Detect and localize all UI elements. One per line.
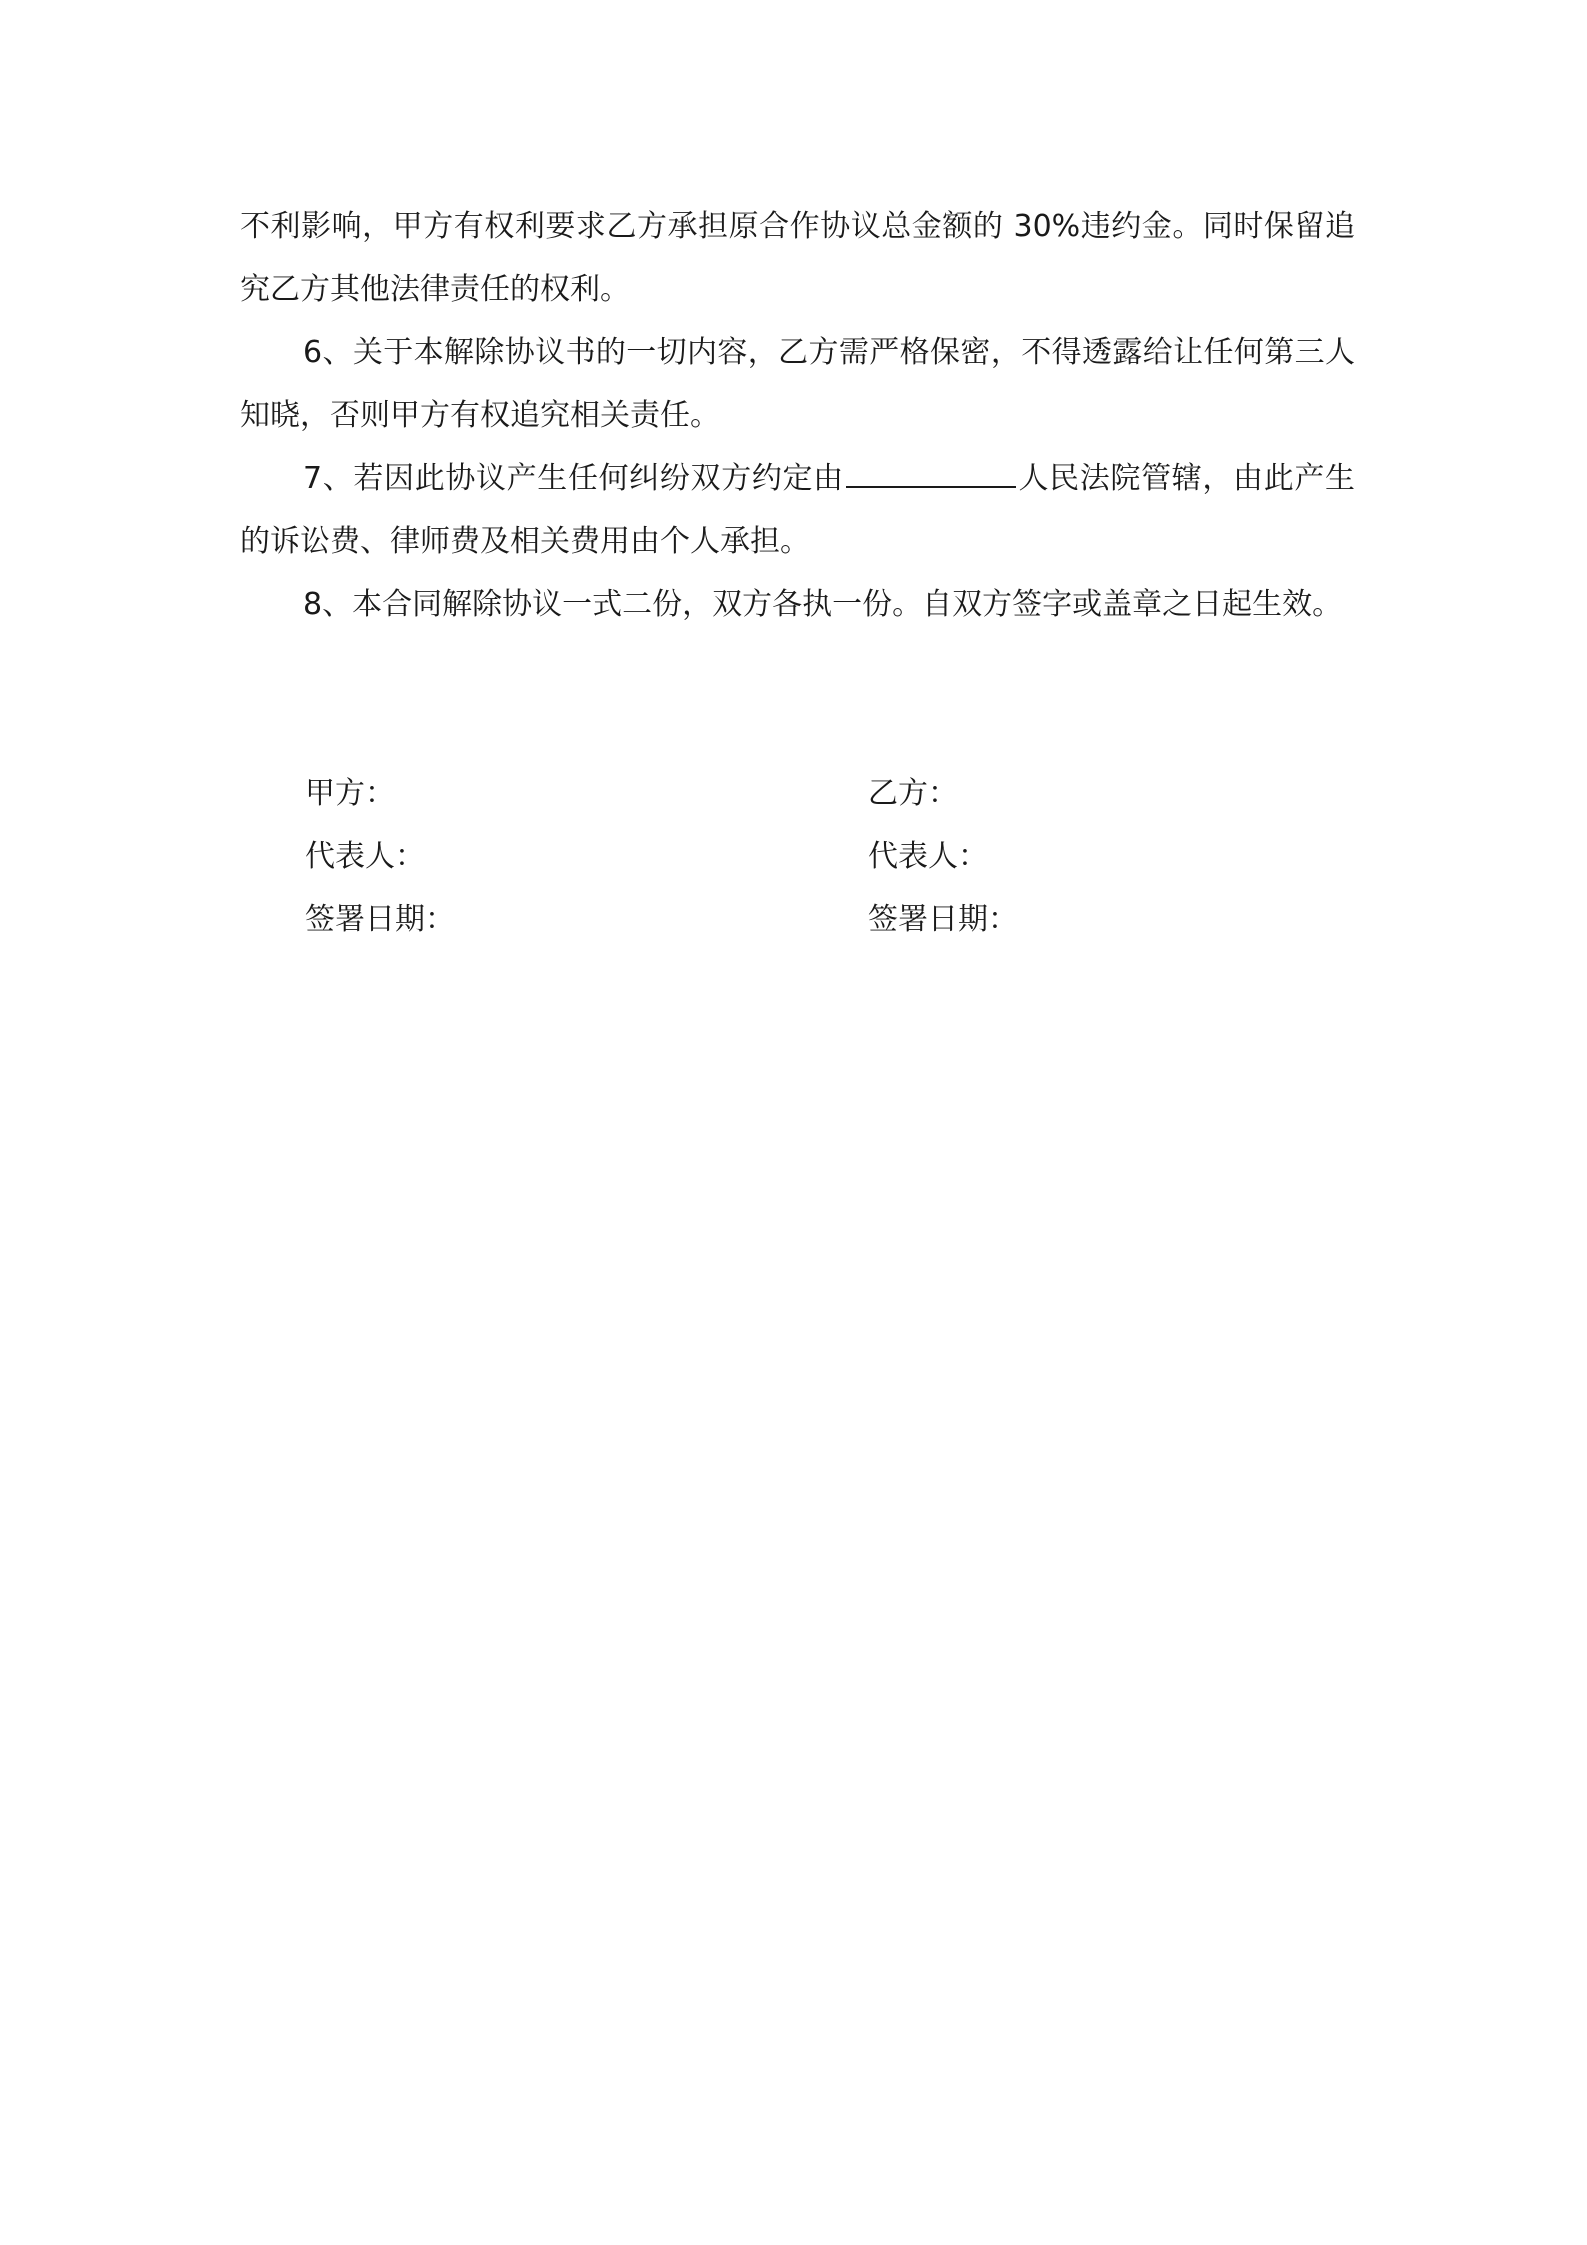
court-name-blank bbox=[846, 456, 1016, 488]
party-b-label: 乙方： bbox=[868, 776, 958, 811]
party-a-signature bbox=[305, 762, 725, 951]
party-a-label: 甲方： bbox=[305, 776, 395, 811]
party-a-representative-label: 代表人： bbox=[305, 839, 425, 874]
party-b-representative-label: 代表人： bbox=[868, 839, 988, 874]
party-a-date-label: 签署日期： bbox=[305, 902, 455, 937]
clause-8: 8、本合同解除协议一式二份，双方各执一份。自双方签字或盖章之日起生效。 bbox=[303, 587, 1343, 622]
party-b-signature bbox=[868, 762, 1288, 951]
clause-7-text-after-blank: 人民法院管辖，由此产生的诉讼费、律师费及相关费用由个人承担。 bbox=[240, 461, 1355, 559]
party-b-date-label: 签署日期： bbox=[868, 902, 1018, 937]
clause-6: 6、关于本解除协议书的一切内容，乙方需严格保密，不得透露给让任何第三人知晓，否则甲方有权追究相关责任。 bbox=[240, 335, 1355, 433]
clause-7 bbox=[240, 447, 1355, 573]
clause-7-text-before-blank: 7、若因此协议产生任何纠纷双方约定由 bbox=[303, 461, 844, 496]
clause-5-continued: 不利影响，甲方有权利要求乙方承担原合作协议总金额的 30%违约金。同时保留追究乙方其他法律责任的权利。 bbox=[240, 209, 1355, 307]
agreement-body bbox=[240, 195, 1355, 636]
